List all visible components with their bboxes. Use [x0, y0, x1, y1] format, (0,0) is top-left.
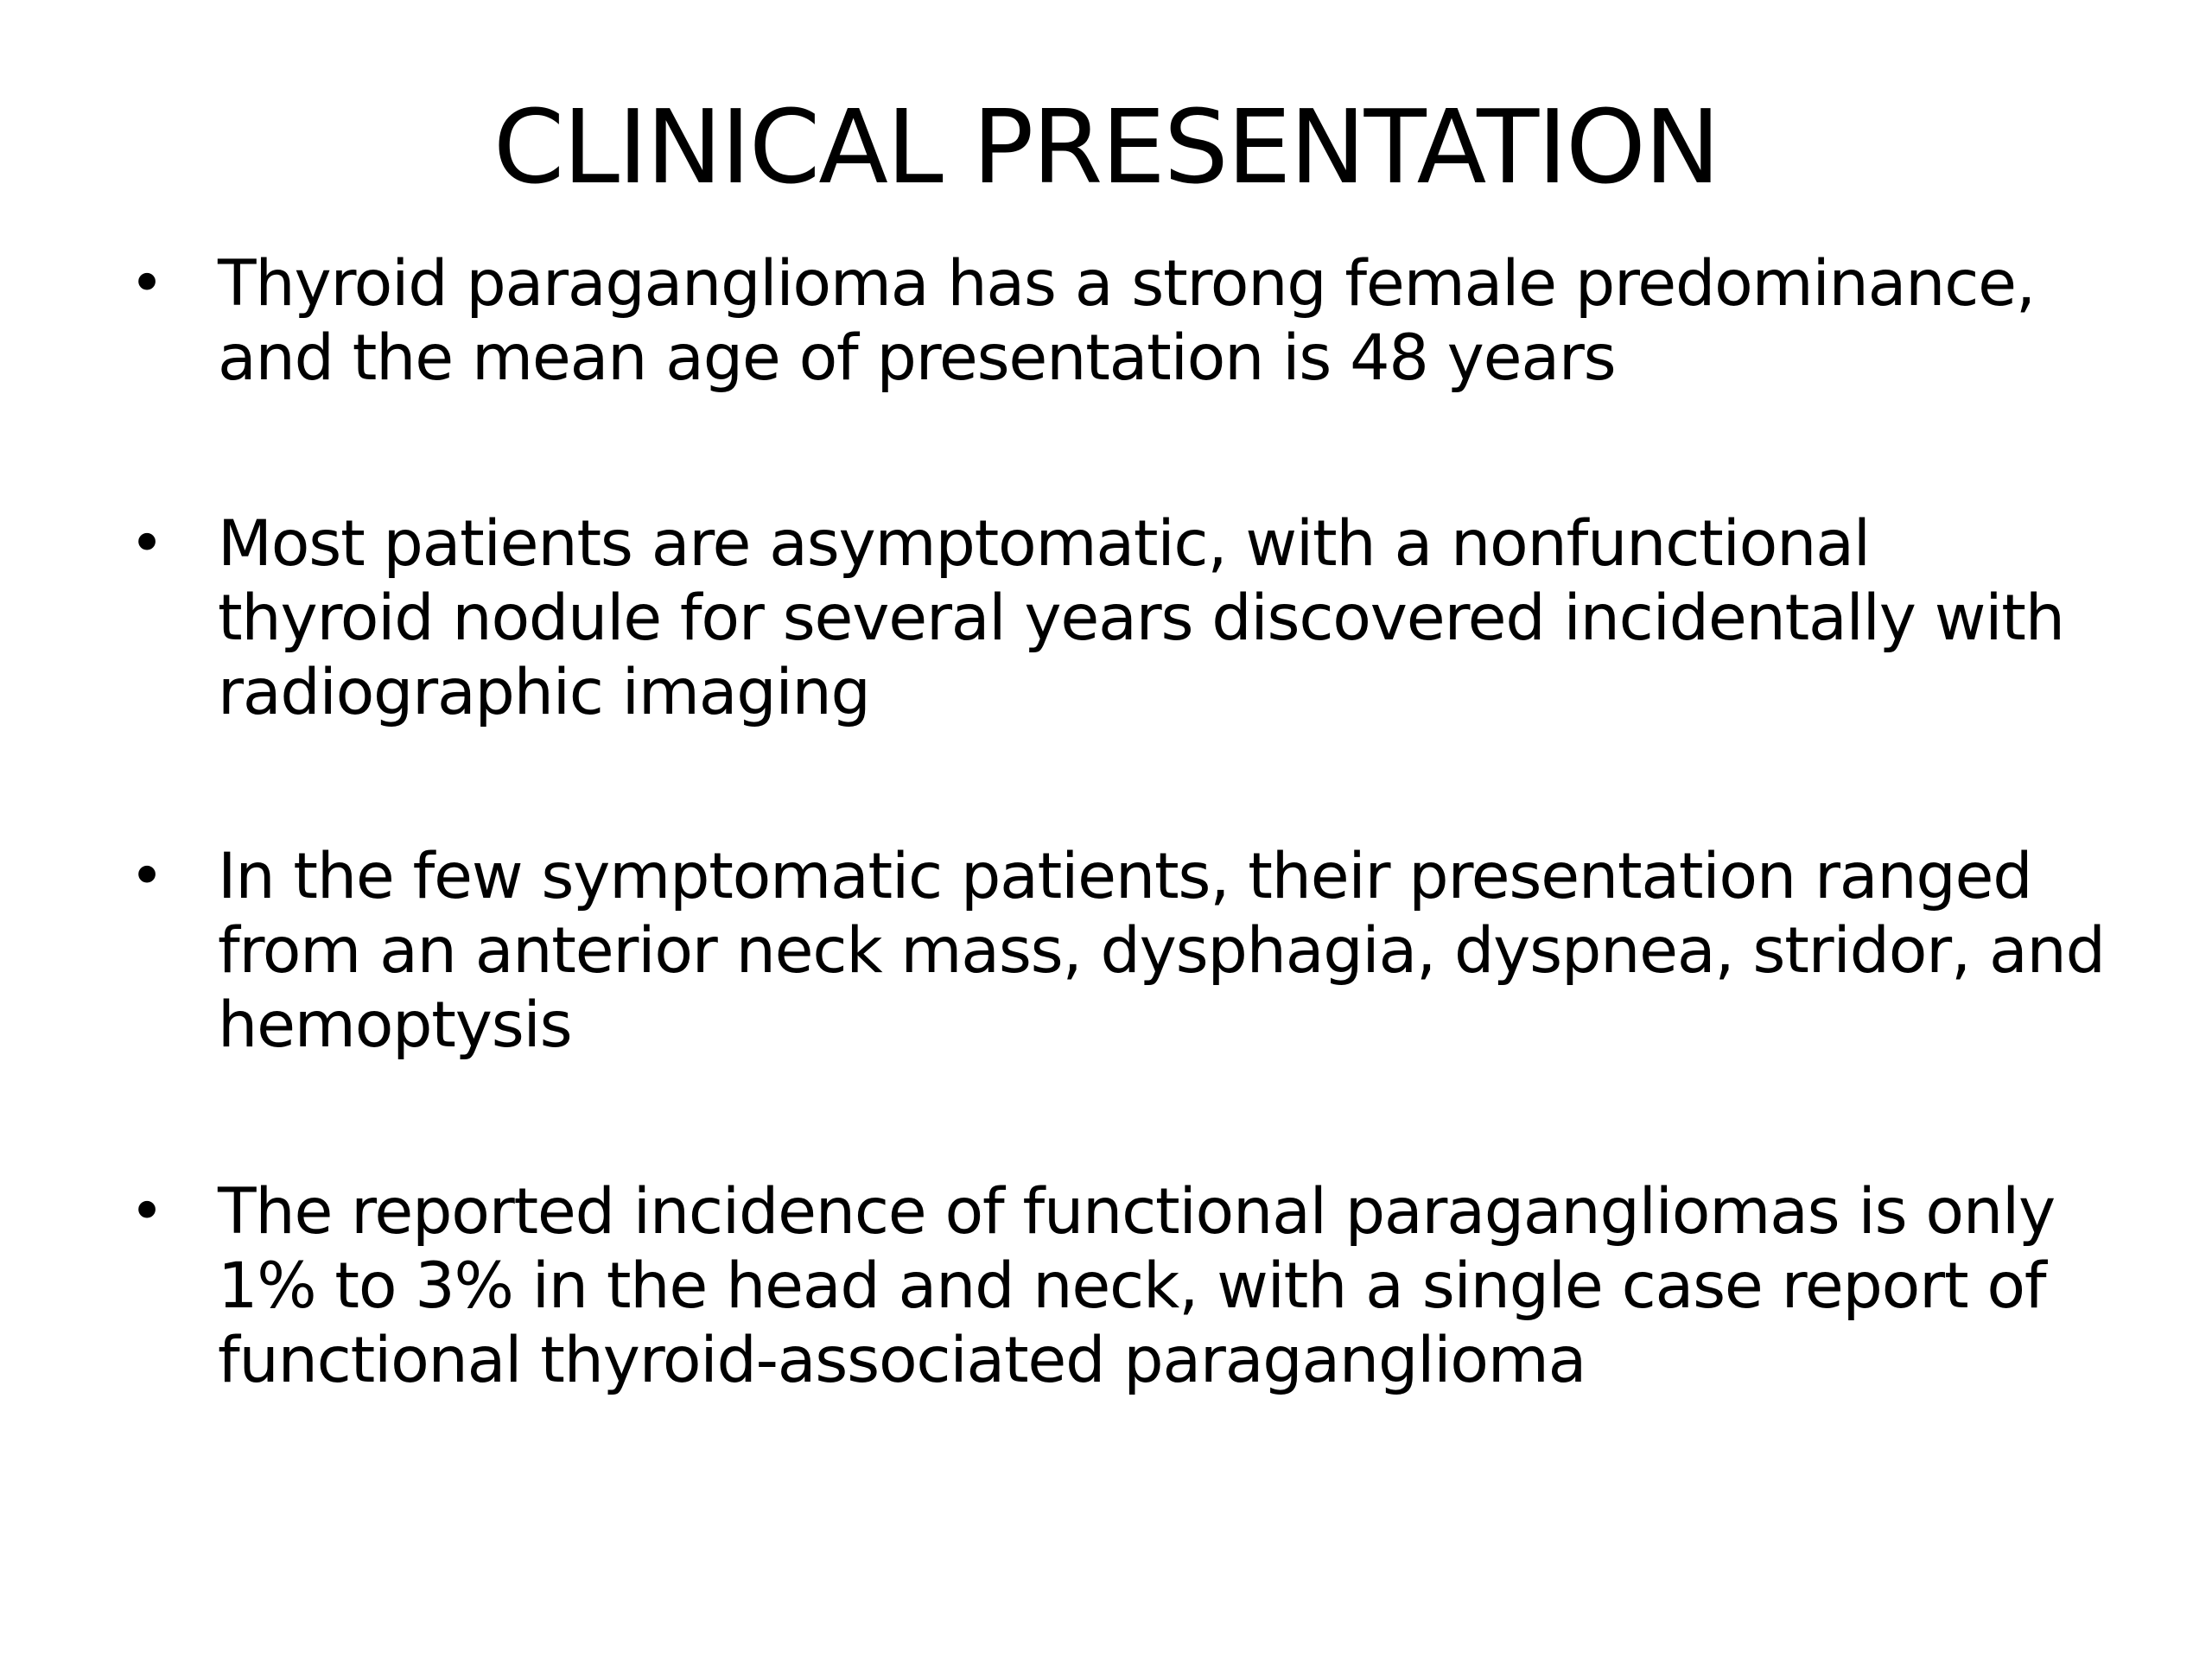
bullet-text: Thyroid paraganglioma has a strong female predominance, and the mean age of presentation is 48 years [218, 247, 2035, 395]
bullet-marker: • [130, 842, 165, 911]
bullet-marker: • [130, 510, 165, 578]
bullet-text: Most patients are asymptomatic, with a nonfunctional thyroid nodule for several years discovered incidentally with radiographic imaging [218, 507, 2064, 729]
slide-title: CLINICAL PRESENTATION [493, 87, 1719, 207]
bullet-marker: • [130, 250, 165, 318]
bullet-text: The reported incidence of functional paragangliomas is only 1% to 3% in the head and neck, with a single case report of functional thyroid-associated paraganglioma [218, 1175, 2056, 1397]
bullet-marker: • [130, 1178, 165, 1246]
bullet-text: In the few symptomatic patients, their presentation ranged from an anterior neck mass, dysphagia, dyspnea, stridor, and hemoptysis [218, 840, 2105, 1062]
